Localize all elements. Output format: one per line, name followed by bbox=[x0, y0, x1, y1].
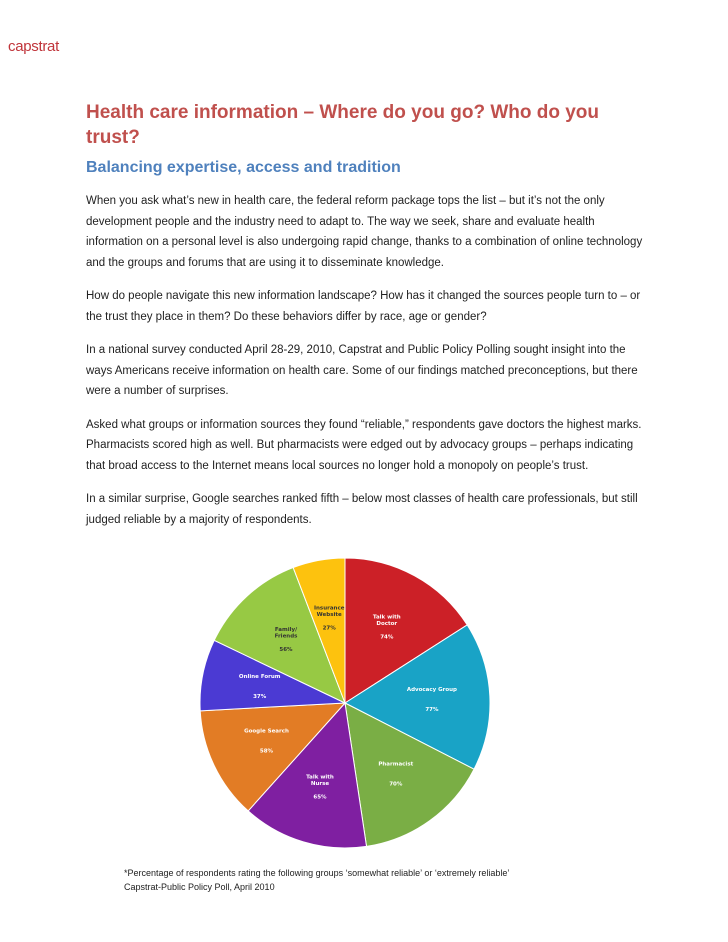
slice-label-3: Talk with Nurse bbox=[306, 774, 334, 787]
slice-label-6: Family/ Friends bbox=[274, 627, 298, 640]
slice-label-0: Talk with Doctor bbox=[372, 614, 401, 628]
paragraph: How do people navigate this new information landscape? How has it changed the sources people turn to – or the trust they place in them? Do these behaviors differ by race, age or gender? bbox=[86, 290, 641, 323]
slice-label-2: Pharmacist bbox=[378, 761, 414, 768]
slice-label-4: Google Search bbox=[244, 728, 289, 735]
paragraph: Asked what groups or information sources they found “reliable,” respondents gave doctors the highest marks. Pharmacists scored high as well. But pharmacists were edged out by advocacy groups – perhaps indicating that broad access to the Internet means local sources no longer hold a monopoly on people’s trust. bbox=[86, 418, 642, 472]
reliability-pie-chart bbox=[190, 550, 500, 850]
paragraph: When you ask what’s new in health care, the federal reform package tops the list – but it’s not the only development people and the industry need to adapt to. The way we seek, share and evaluate health information on a personal level is also undergoing rapid change, thanks to a combination of online technology and the groups and forums that are using it to disseminate knowledge. bbox=[86, 195, 643, 269]
document-body bbox=[86, 100, 646, 543]
paragraph: In a similar surprise, Google searches ranked fifth – below most classes of health care professionals, but still judged reliable by a majority of respondents. bbox=[86, 493, 638, 526]
slice-value-4: 58% bbox=[259, 748, 274, 755]
slice-value-3: 65% bbox=[313, 794, 327, 801]
slice-value-7: 27% bbox=[322, 625, 336, 632]
capstrat-logo: capstrat bbox=[8, 38, 59, 55]
slice-value-1: 77% bbox=[425, 706, 439, 713]
slice-label-5: Online Forum bbox=[238, 674, 281, 680]
footnote-note: *Percentage of respondents rating the following groups ‘somewhat reliable’ or ‘extremely reliable’ bbox=[124, 868, 510, 878]
document-title: Health care information – Where do you go? Who do you trust? bbox=[86, 102, 600, 148]
document-subtitle: Balancing expertise, access and tradition bbox=[86, 159, 401, 176]
slice-value-6: 56% bbox=[279, 647, 293, 653]
footnote-source: Capstrat-Public Policy Poll, April 2010 bbox=[124, 882, 275, 892]
chart-footnote bbox=[124, 866, 509, 894]
slice-value-2: 70% bbox=[389, 781, 403, 788]
slice-label-1: Advocacy Group bbox=[406, 686, 457, 693]
slice-value-5: 37% bbox=[253, 694, 267, 700]
slice-value-0: 74% bbox=[380, 634, 394, 641]
slice-label-7: Insurance Website bbox=[313, 605, 345, 618]
paragraph: In a national survey conducted April 28-29, 2010, Capstrat and Public Policy Polling sought insight into the ways Americans receive information on health care. Some of our findings matched preconceptions, but there were a number of surprises. bbox=[86, 344, 638, 397]
